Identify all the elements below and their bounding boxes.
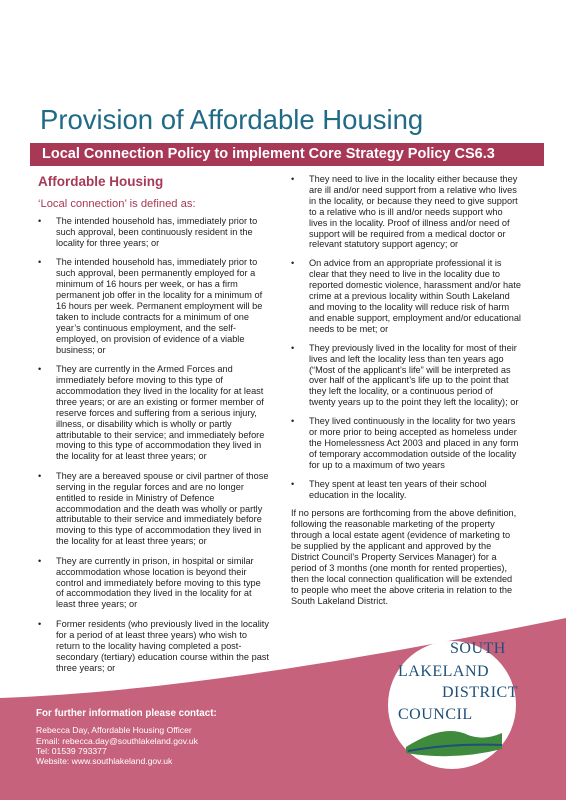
- list-item: • They need to live in the locality either because they are ill and/or need support from a relative who lives in the locality, or because they need to give support to a relative who is ill and/or needs support who lives in the locality. Proof of illness and/or need of support will be required from a medical doctor or relevant statutory support agency; or: [291, 174, 518, 250]
- left-column: [38, 174, 270, 682]
- bullet-icon: •: [291, 174, 295, 184]
- contact-website[interactable]: Website: www.southlakeland.gov.uk: [36, 756, 173, 767]
- section-banner: Local Connection Policy to implement Core Strategy Policy CS6.3: [30, 143, 544, 166]
- list-item: • The intended household has, immediately prior to such approval, been permanently employed for a minimum of 16 hours per week, or has a firm permanent job offer in the locality for a minimum of 16 hours per week. Permanent employment will be taken to include contracts for a minimum of one year’s continuous employment, and the self-employed, on provision of evidence of a viable business; or: [38, 257, 263, 355]
- bullet-icon: •: [291, 416, 295, 427]
- list-item: • They are a bereaved spouse or civil partner of those serving in the regular forces and are no longer entitled to reside in Ministry of Defence accommodation and the death was wholly or partly attributable to their service and immediately before moving to this type of accommodation they lived in the locality for at least three years; or: [38, 470, 269, 547]
- list-item: • They spent at least ten years of their school education in the locality.: [291, 478, 487, 500]
- list-item: • They are currently in the Armed Forces and immediately before moving to this type of accommodation they lived in the locality for at least three years; or are an existing or former member of reserve forces and suffering from a serious injury, illness, or disability which is wholly or partly attributable to their service; and immediately before moving to this type of accommodation they lived in the locality for at least three years; or: [38, 364, 265, 462]
- definition-intro: ‘Local connection’ is defined as:: [38, 198, 196, 210]
- bullet-icon: •: [38, 257, 42, 268]
- contact-heading: For further information please contact:: [36, 708, 217, 719]
- contact-email[interactable]: Email: rebecca.day@southlakeland.gov.uk: [36, 735, 198, 746]
- list-item: • On advice from an appropriate professional it is clear that they need to live in the locality due to reported domestic violence, harassment and/or hate crime at a previous locality within South Lakeland and moving to the locality will reduce risk of harm and enable support, employment and/or educational needs to be met; or: [291, 258, 521, 334]
- criteria-list-left: [38, 216, 270, 673]
- right-column: [291, 174, 521, 607]
- logo-word-district: DISTRICT: [442, 684, 518, 701]
- bullet-icon: •: [38, 364, 42, 375]
- logo-word-council: COUNCIL: [398, 706, 473, 723]
- bullet-icon: •: [291, 342, 295, 353]
- bullet-icon: •: [38, 618, 42, 629]
- page-title: Provision of Affordable Housing: [40, 104, 424, 135]
- bullet-icon: •: [291, 258, 295, 269]
- closing-paragraph: If no persons are forthcoming from the above definition, following the reasonable marketing of the property through a local estate agent (evidence of marketing to be supplied by the applicant and approved by the District Council’s Property Services Manager) for a period of 3 months (one month for rented properties), then the local connection qualification will be extended to people who meet the above criteria in relation to the South Lakeland District.: [291, 508, 517, 606]
- council-logo: [384, 627, 520, 777]
- list-item: • Former residents (who previously lived in the locality for a period of at least three years) who wish to return to the locality having completed a post-secondary (tertiary) education course within the past three years; or: [38, 618, 269, 673]
- contact-footer: [36, 709, 217, 766]
- bullet-icon: •: [291, 478, 295, 489]
- logo-word-south: SOUTH: [450, 640, 506, 657]
- section-heading: Affordable Housing: [38, 174, 164, 189]
- bullet-icon: •: [38, 470, 42, 481]
- list-item: • They are currently in prison, in hospital or similar accommodation whose location is beyond their control and immediately before moving to this type of accommodation they lived in the locality for at least three years; or: [38, 555, 261, 610]
- list-item: • They previously lived in the locality for most of their lives and left the locality less than ten years ago (“Most of the applicant’s life” will be interpreted as over half of the applicant’s life up to the point that they left the locality, or a continuous period of twenty years up to the point they left the locality); or: [291, 342, 519, 408]
- contact-name: Rebecca Day, Affordable Housing Officer: [36, 725, 192, 736]
- bullet-icon: •: [38, 216, 42, 226]
- logo-word-lakeland: LAKELAND: [398, 663, 490, 680]
- list-item: • The intended household has, immediately prior to such approval, been continuously resident in the locality for three years; or: [38, 216, 258, 248]
- list-item: • They lived continuously in the locality for two years or more prior to being accepted as homeless under the Homelessness Act 2003 and placed in any form of temporary accommodation outside of the locality for up to a maximum of two years: [291, 416, 519, 470]
- contact-phone: Tel: 01539 793377: [36, 745, 107, 756]
- bullet-icon: •: [38, 555, 42, 566]
- criteria-list-right: [291, 174, 521, 500]
